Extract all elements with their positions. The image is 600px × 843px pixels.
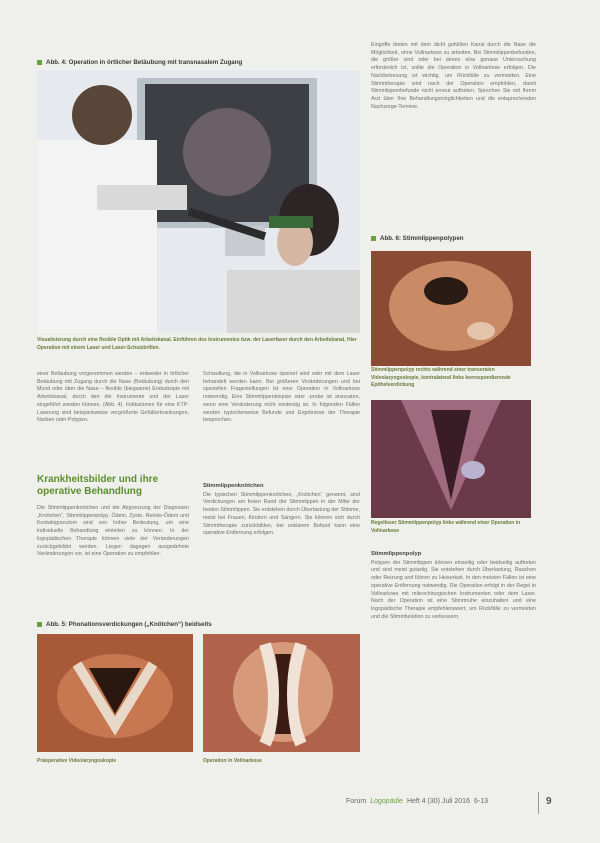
fig4-title: Abb. 4: Operation in örtlicher Betäubung mit transnasalem Zugang [37,59,242,66]
subsection-title: Stimmlippenpolyp [371,551,422,557]
polyp-photo-illustration [371,400,531,518]
paragraph: Die Stimmlippenknötchen und die Abgrenzung der Diagnosen „Knötchen“, Stimmlippenpolyp, Ödem, Zyste, Reinke-Ödem und Kontaktgranulom sind von hoher Bedeutung, um eine individuelle Behandlung einleiten zu können. In der logopädischen Therapie können viele der Veränderungen zurückgebildet werden. Liegen dagegen ausgedehnte Veränderungen vor, ist eine Operation zu empfehlen. [37,505,189,558]
fig5-left-photo [37,634,193,752]
fig6-caption-bottom: Regelloser Stimmlippenpolyp links während einer Operation in Vollnarkose [371,520,521,534]
left-column-text-2 [37,505,189,559]
page-number: 9 [546,796,552,807]
fig6-top-photo [371,251,531,366]
paragraph: Eingriffe bieten mit dem dicht gefüllten Kanal durch die Nase die Möglichkeit, ohne Vollnarkose zu arbeiten. Bei Stimmlippenbefunden, die größer sind oder bei denen eine genaue Untersuchung erforderlich ist, sollte die Operation in Vollnarkose erfolgen. Die Nachbetreuung ist wichtig, um Rückfälle zu vermeiden. Eine Stimmtherapie wird nach der Operation empfohlen, damit Stimmlippenbefunde nicht erneut auftreten. Sprechen Sie mit Ihrem Arzt über Ihre Behandlungsmöglichkeiten und die entsprechenden Nachsorge-Termine. [371,42,536,110]
operation-photo-illustration [37,70,360,333]
section-heading: Krankheitsbilder und ihre operative Behandlung [37,474,159,497]
footer-pages: 6-13 [473,798,488,805]
fig6-bottom-photo [371,400,531,518]
fig5-caption-right: Operation in Vollnarkose [203,758,262,764]
right-column-text [371,42,536,111]
polyp-section [371,551,536,621]
paragraph: einer Betäubung vorgenommen werden – entweder in örtlicher Betäubung mit Zugang durch die Nase (Betäubung) durch den Mund oder über die Nase – flexible (biegsame) Endoskopie mit Arbeitskanal, durch den die Instrumente und der Laser eingeführt werden können. (Abb. 4). Indikationen für eine KTP-Laserung sind beispielsweise vergrößerte Gefäßerkrankungen, Narben oder Polypen. [37,371,189,424]
polyp-photo-illustration [371,251,531,366]
footer-label-italic: Logopädie [370,798,403,805]
paragraph: Schwellung, die in Vollnarkose operiert wird oder mit dem Laser behandelt werden kann. Bei größeren Veränderungen und bei speziellen Fragestellungen ist eine Operation in Vollnarkose notwendig. Eine Stimmlippenbiopsie oder -probe ist anzuraten, wenn eine Veränderung nicht eindeutig ist. In folgenden Fällen werden typischerweise Befunde und Ergebnisse der Therapie besprochen. [203,371,360,424]
fig5-title: Abb. 5: Phonationsverdickungen („Knötchen“) beidseits [37,621,212,628]
left-column-text [37,371,189,425]
footer-label: Forum [346,798,367,805]
footer-divider [538,792,539,814]
footer-issue: Heft 4 (30) Juli 2016 [406,798,470,805]
fig5-caption-left: Präoperative Videolaryngoskopie [37,758,117,764]
page-footer [346,798,488,805]
fig5-right-photo [203,634,360,752]
subsection-title: Stimmlippenknötchen [203,483,264,489]
paragraph: Die typischen Stimmlippenknötchen, „Knötchen“ genannt, sind Verdickungen am freien Rand der Stimmlippen in der Mitte der beiden Stimmlippen. Sie entstehen durch Überlastung der Stimme, meist bei Frauen, Kindern und Sängern. Sie können sich durch Stimmtherapie zurückbilden, bei unklarem Befund kann eine operative Entfernung erfolgen. [203,491,360,537]
fig4-photo [37,70,360,333]
larynx-photo-illustration [203,634,360,752]
middle-column-text [203,371,360,425]
paragraph: Polypen der Stimmlippen können einseitig oder beidseitig auftreten und sind meist gutartig. Sie entstehen durch Überlastung, Rauchen oder Reizung und führen zu Heiserkeit. In den meisten Fällen ist eine operative Entfernung notwendig. Die Operation erfolgt in der Regel in Vollnarkose mit mikrochirurgischen Instrumenten oder dem Laser. Nach der Operation ist eine Stimmruhe einzuhalten und eine logopädische Therapie empfehlenswert, um Rückfälle zu vermeiden und die Stimmfunktion zu verbessern. [371,559,536,620]
bullet-square-icon [371,236,376,241]
fig6-title: Abb. 6: Stimmlippenpolypen [371,235,464,242]
larynx-photo-illustration [37,634,193,752]
fig4-caption: Visualisierung durch eine flexible Optik mit Arbeitskanal. Einführen des Instrumentes bzw. der Laserfaser durch den Arbeitskanal. Hier Operation mit einem Laser und Laser-Schutzbrillen. [37,337,357,351]
fig6-caption-top: Stimmlippenpolyp rechts während einer transoralen Videolaryngoskopie, kontralateral links korrespondierende Epithelverdickung [371,367,511,388]
knoetchen-section [203,483,360,538]
bullet-square-icon [37,622,42,627]
bullet-square-icon [37,60,42,65]
